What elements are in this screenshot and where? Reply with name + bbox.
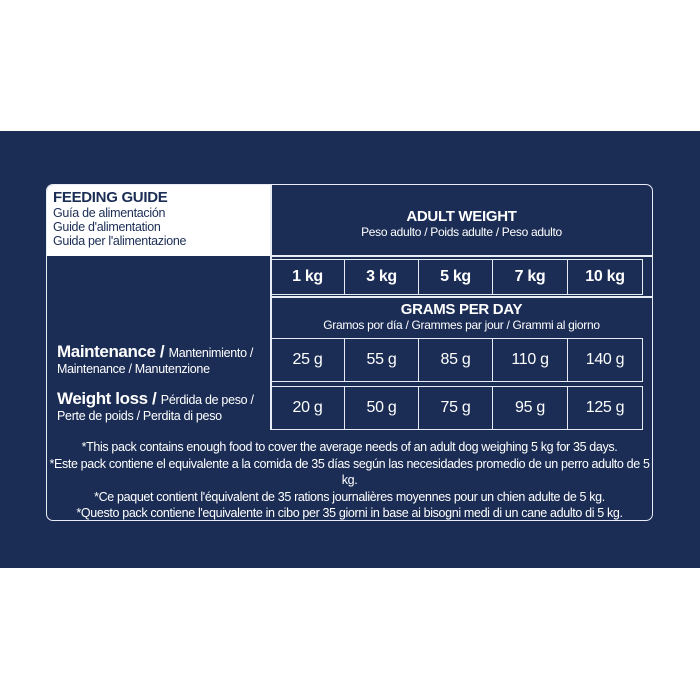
weight-label: 5 kg (440, 268, 471, 285)
feeding-guide-subtitle-es: Guía de alimentación (53, 206, 166, 220)
maintenance-value: 140 g (585, 351, 625, 368)
row-label-maintenance (57, 344, 253, 377)
feeding-guide-header (47, 185, 271, 256)
maintenance-value: 85 g (440, 351, 471, 368)
grams-per-day-subtitle: Gramos por día / Grammes par jour / Grammi al giorno (323, 317, 600, 332)
row-label-weight-loss (57, 391, 254, 424)
row-label-rest: Mantenimiento / (168, 346, 254, 360)
maintenance-value: 110 g (511, 351, 549, 368)
weight-loss-value: 75 g (440, 399, 471, 416)
footnotes (46, 439, 653, 522)
maintenance-value: 55 g (366, 351, 397, 368)
maintenance-value: 25 g (292, 351, 323, 368)
weight-label: 3 kg (366, 268, 397, 285)
footnote-it: *Questo pack contiene l'equivalente in cibo per 35 giorni in base ai bisogni medi di un cane adulto di 5 kg. (76, 506, 623, 520)
footnote-en: *This pack contains enough food to cover the average needs of an adult dog weighing 5 kg for 35 days. (81, 440, 618, 454)
row-label-rest: Maintenance / Manutenzione (57, 362, 210, 376)
weight-label: 7 kg (514, 268, 546, 285)
feeding-guide-subtitle-fr: Guide d'alimentation (53, 220, 161, 234)
weight-loss-value: 95 g (515, 399, 545, 416)
row-label-main: Weight loss / (57, 389, 157, 408)
grams-per-day-header (271, 297, 652, 335)
weight-label: 10 kg (585, 268, 625, 285)
feeding-guide-subtitle-it: Guida per l'alimentazione (53, 234, 187, 248)
footnote-es: *Este pack contiene el equivalente a la comida de 35 días según las necesidades promedio de un perro adulto de 5 kg. (49, 456, 650, 487)
grams-per-day-title: GRAMS PER DAY (400, 300, 523, 318)
weight-loss-value: 125 g (585, 399, 625, 416)
weight-label: 1 kg (292, 268, 323, 285)
adult-weight-subtitle: Peso adulto / Poids adulte / Peso adulto (361, 224, 562, 239)
adult-weight-header (271, 203, 652, 243)
footnote-fr: *Ce paquet contient l'équivalent de 35 rations journalières moyennes pour un chien adulte de 5 kg. (94, 489, 605, 504)
row-label-rest: Perte de poids / Perdita di peso (57, 409, 222, 423)
adult-weight-title: ADULT WEIGHT (406, 207, 517, 225)
feeding-guide-title: FEEDING GUIDE (53, 189, 168, 206)
weight-loss-value: 50 g (366, 399, 397, 416)
row-label-main: Maintenance / (57, 342, 165, 361)
weight-loss-value: 20 g (292, 399, 323, 416)
header-divider (270, 255, 653, 257)
row-label-rest: Pérdida de peso / (160, 393, 254, 407)
